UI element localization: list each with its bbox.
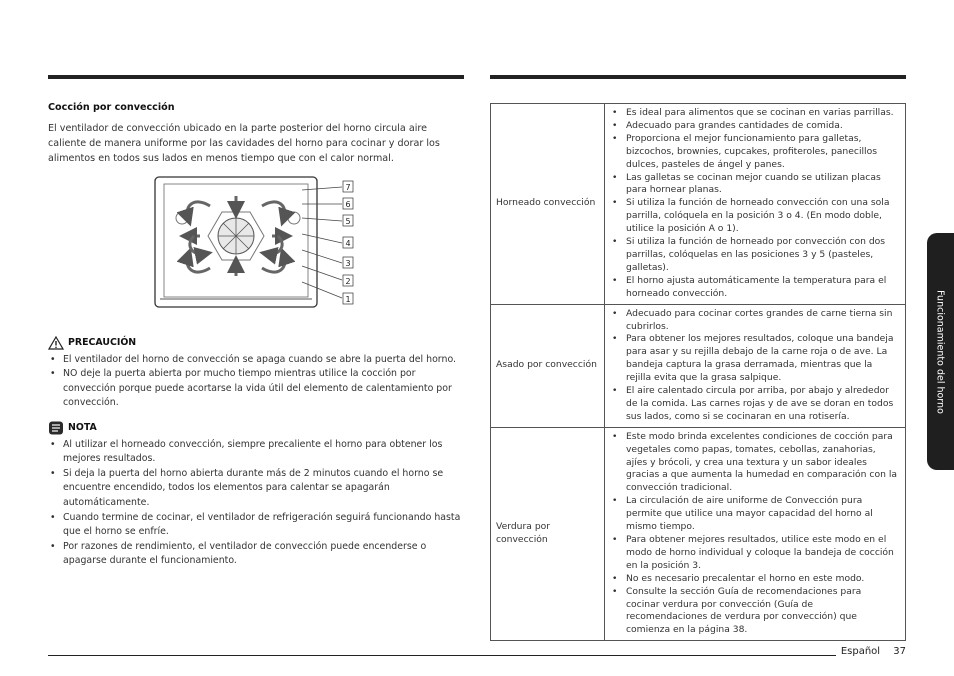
list-item: • Para obtener los mejores resultados, coloque una bandeja para asar y su rejilla debajo de la carne roja o de ave. La bandeja captura la grasa derramada, mientras que la rejilla evita que la grasa salpique. — [610, 333, 897, 385]
mode-label: Verdura por convección — [491, 427, 605, 641]
side-section-tab-label: Funcionamiento del horno — [934, 290, 946, 414]
rack-label-3: 3 — [345, 259, 351, 268]
list-item: • Las galletas se cocinan mejor cuando se utilizan placas para hornear planas. — [610, 172, 897, 198]
right-top-rule — [490, 75, 906, 79]
note-item: • Cuando termine de cocinar, el ventilador de refrigeración seguirá funcionando hasta que el horno se enfríe. — [48, 511, 464, 540]
footer-rule — [48, 655, 836, 656]
caution-title: PRECAUCIÓN — [68, 337, 137, 348]
note-list — [48, 438, 464, 569]
page-number: 37 — [893, 646, 906, 657]
list-item: • Adecuado para grandes cantidades de comida. — [610, 120, 897, 133]
rack-label-7: 7 — [345, 183, 351, 192]
list-item: • La circulación de aire uniforme de Convección pura permite que utilice una mayor capacidad del horno al mismo tiempo. — [610, 495, 897, 534]
list-item: • Proporciona el mejor funcionamiento para galletas, bizcochos, brownies, cupcakes, profiteroles, panecillos dulces, pasteles de ángel y panes. — [610, 133, 897, 172]
notices — [48, 330, 464, 569]
note-heading — [48, 421, 464, 436]
mode-label: Asado por convección — [491, 304, 605, 427]
left-column — [48, 100, 464, 176]
list-item: • El aire calentado circula por arriba, por abajo y alrededor de la comida. Las carnes rojas y de ave se doran en todos sus lados, como si se cocinaran en una rotisería. — [610, 385, 897, 424]
list-item: • Para obtener mejores resultados, utilice este modo en el modo de horno individual y coloque la bandeja de cocción en la posición 3. — [610, 534, 897, 573]
caution-list — [48, 353, 464, 411]
note-item: • Si deja la puerta del horno abierta durante más de 2 minutos cuando el horno se encuentre encendido, todos los elementos para calentar se apagarán automáticamente. — [48, 467, 464, 511]
caution-item: • NO deje la puerta abierta por mucho tiempo mientras utilice la cocción por convección porque puede acortarse la vida útil del elemento de calentamiento por convección. — [48, 367, 464, 411]
list-item: • El horno ajusta automáticamente la temperatura para el horneado convección. — [610, 275, 897, 301]
mode-label: Horneado convección — [491, 104, 605, 305]
footer-language: Español — [840, 646, 881, 657]
list-item: • Adecuado para cocinar cortes grandes de carne tierna sin cubrirlos. — [610, 308, 897, 334]
note-icon — [48, 421, 64, 435]
mode-details — [605, 304, 906, 427]
oven-convection-diagram — [154, 176, 358, 310]
caution-item: • El ventilador del horno de convección se apaga cuando se abre la puerta del horno. — [48, 353, 464, 368]
warning-triangle-icon — [48, 336, 64, 350]
page-footer — [831, 646, 906, 657]
left-top-rule — [48, 75, 464, 79]
list-item: • Este modo brinda excelentes condiciones de cocción para vegetales como papas, tomates, cebollas, zanahorias, ajíes y brócoli, y crea una textura y un sabor ideales gracias a que aumenta la humedad en comparación con la convección tradicional. — [610, 431, 897, 496]
list-item: • Si utiliza la función de horneado por convección con dos parrillas, colóquelas en las posiciones 3 y 5 (pasteles, galletas). — [610, 236, 897, 275]
caution-heading — [48, 336, 464, 351]
table-row — [491, 427, 906, 641]
note-title: NOTA — [68, 421, 97, 433]
table-row — [491, 304, 906, 427]
intro-paragraph: El ventilador de convección ubicado en la parte posterior del horno circula aire caliente de manera uniforme por las cavidades del horno para cocinar y dorar los alimentos en todos sus lados en menos tiempo que con el calor normal. — [48, 123, 440, 164]
note-item: • Por razones de rendimiento, el ventilador de convección puede encenderse o apagarse durante el funcionamiento. — [48, 540, 464, 569]
table-row — [491, 104, 906, 305]
rack-label-5: 5 — [345, 217, 351, 226]
mode-details — [605, 427, 906, 641]
rack-label-2: 2 — [345, 277, 351, 286]
note-item: • Al utilizar el horneado convección, siempre precaliente el horno para obtener los mejores resultados. — [48, 438, 464, 467]
list-item: • Si utiliza la función de horneado convección con una sola parrilla, colóquela en la posición 3 o 4. (En modo doble, utilice la posición A o 1). — [610, 197, 897, 236]
convection-modes-table — [490, 103, 906, 641]
rack-label-6: 6 — [345, 200, 351, 209]
list-item: • Es ideal para alimentos que se cocinan en varias parrillas. — [610, 107, 897, 120]
rack-label-1: 1 — [345, 295, 351, 304]
list-item: • Consulte la sección Guía de recomendaciones para cocinar verdura por convección (Guía de recomendaciones de verdura por convección) que comienza en la página 38. — [610, 586, 897, 638]
mode-details — [605, 104, 906, 305]
list-item: • No es necesario precalentar el horno en este modo. — [610, 573, 897, 586]
section-heading: Cocción por convección — [48, 102, 175, 113]
rack-label-4: 4 — [345, 239, 351, 248]
